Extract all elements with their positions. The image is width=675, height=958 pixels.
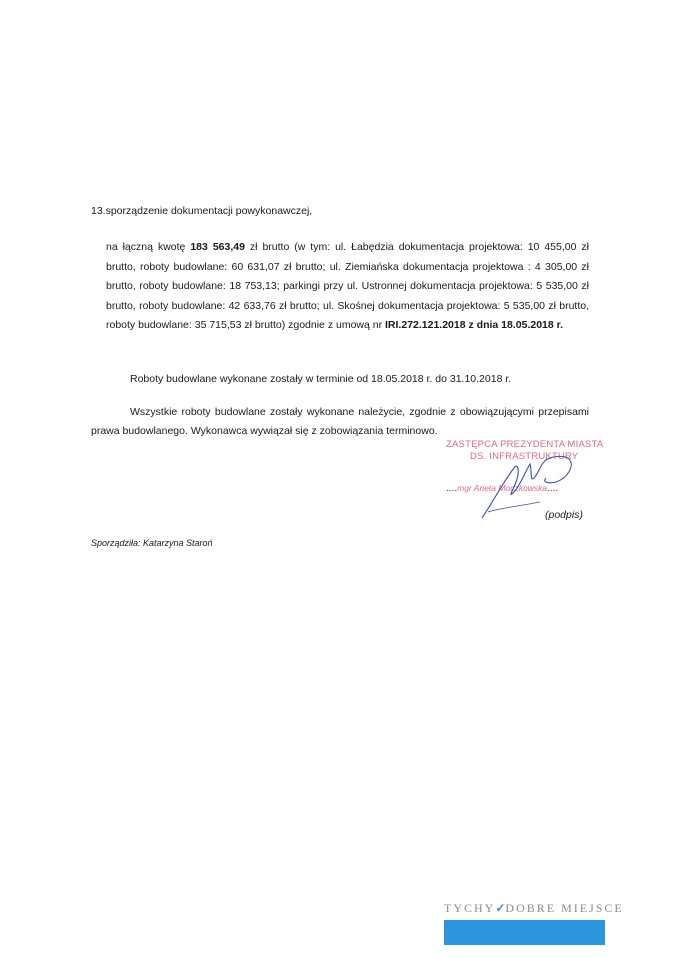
stamp-dots-end: .... <box>547 483 559 494</box>
stamp-title: ZASTĘPCA PREZYDENTA MIASTA <box>446 439 604 450</box>
amount-intro: na łączną kwotę <box>106 241 191 253</box>
item-heading: 13.sporządzenie dokumentacji powykonawczej, <box>91 205 313 217</box>
checkmark-icon: ✓ <box>495 901 506 915</box>
stamp-dots-start: .... <box>446 483 458 494</box>
stamp-department: DS. INFRASTRUKTURY <box>470 451 579 462</box>
logo-bar <box>444 920 605 945</box>
deadline-statement: Roboty budowlane wykonane zostały w terminie od 18.05.2018 r. do 31.10.2018 r. <box>130 373 512 385</box>
contract-reference: IRI.272.121.2018 z dnia 18.05.2018 r. <box>385 319 564 331</box>
logo-left-text: TYCHY <box>444 901 496 915</box>
amount-details: zł brutto (w tym: ul. Łabędzia dokumentacja projektowa: 10 455,00 zł brutto, roboty budowlane: 60 631,07 zł brutto; ul. Ziemiańska dokumentacja projektowa : 4 305,00 zł brutto, roboty budowlane: 18 753,13; parkingi przy ul. Ustronnej dokumentacja projektowa: 5 535,00 zł brutto, roboty budowlane: 42 633,76 zł brutto; ul. Skośnej dokumentacja projektowa: 5 535,00 zł brutto, roboty budowlane: 35 715,53 zł brutto) zgodnie z umową nr <box>106 241 589 331</box>
stamp-name: mgr Aneta Moczkowska <box>457 483 548 493</box>
logo-right-text: DOBRE MIEJSCE <box>505 901 624 915</box>
city-logo <box>444 901 624 916</box>
amount-paragraph <box>106 238 589 336</box>
total-amount: 183 563,49 <box>190 241 245 253</box>
signature-label: (podpis) <box>545 509 583 521</box>
prepared-by: Sporządziła: Katarzyna Staroń <box>91 538 213 548</box>
conclusion-statement: Wszystkie roboty budowlane zostały wykonane należycie, zgodnie z obowiązującymi przepisami prawa budowlanego. Wykonawca wywiązał się z zobowiązania terminowo. <box>91 406 589 437</box>
